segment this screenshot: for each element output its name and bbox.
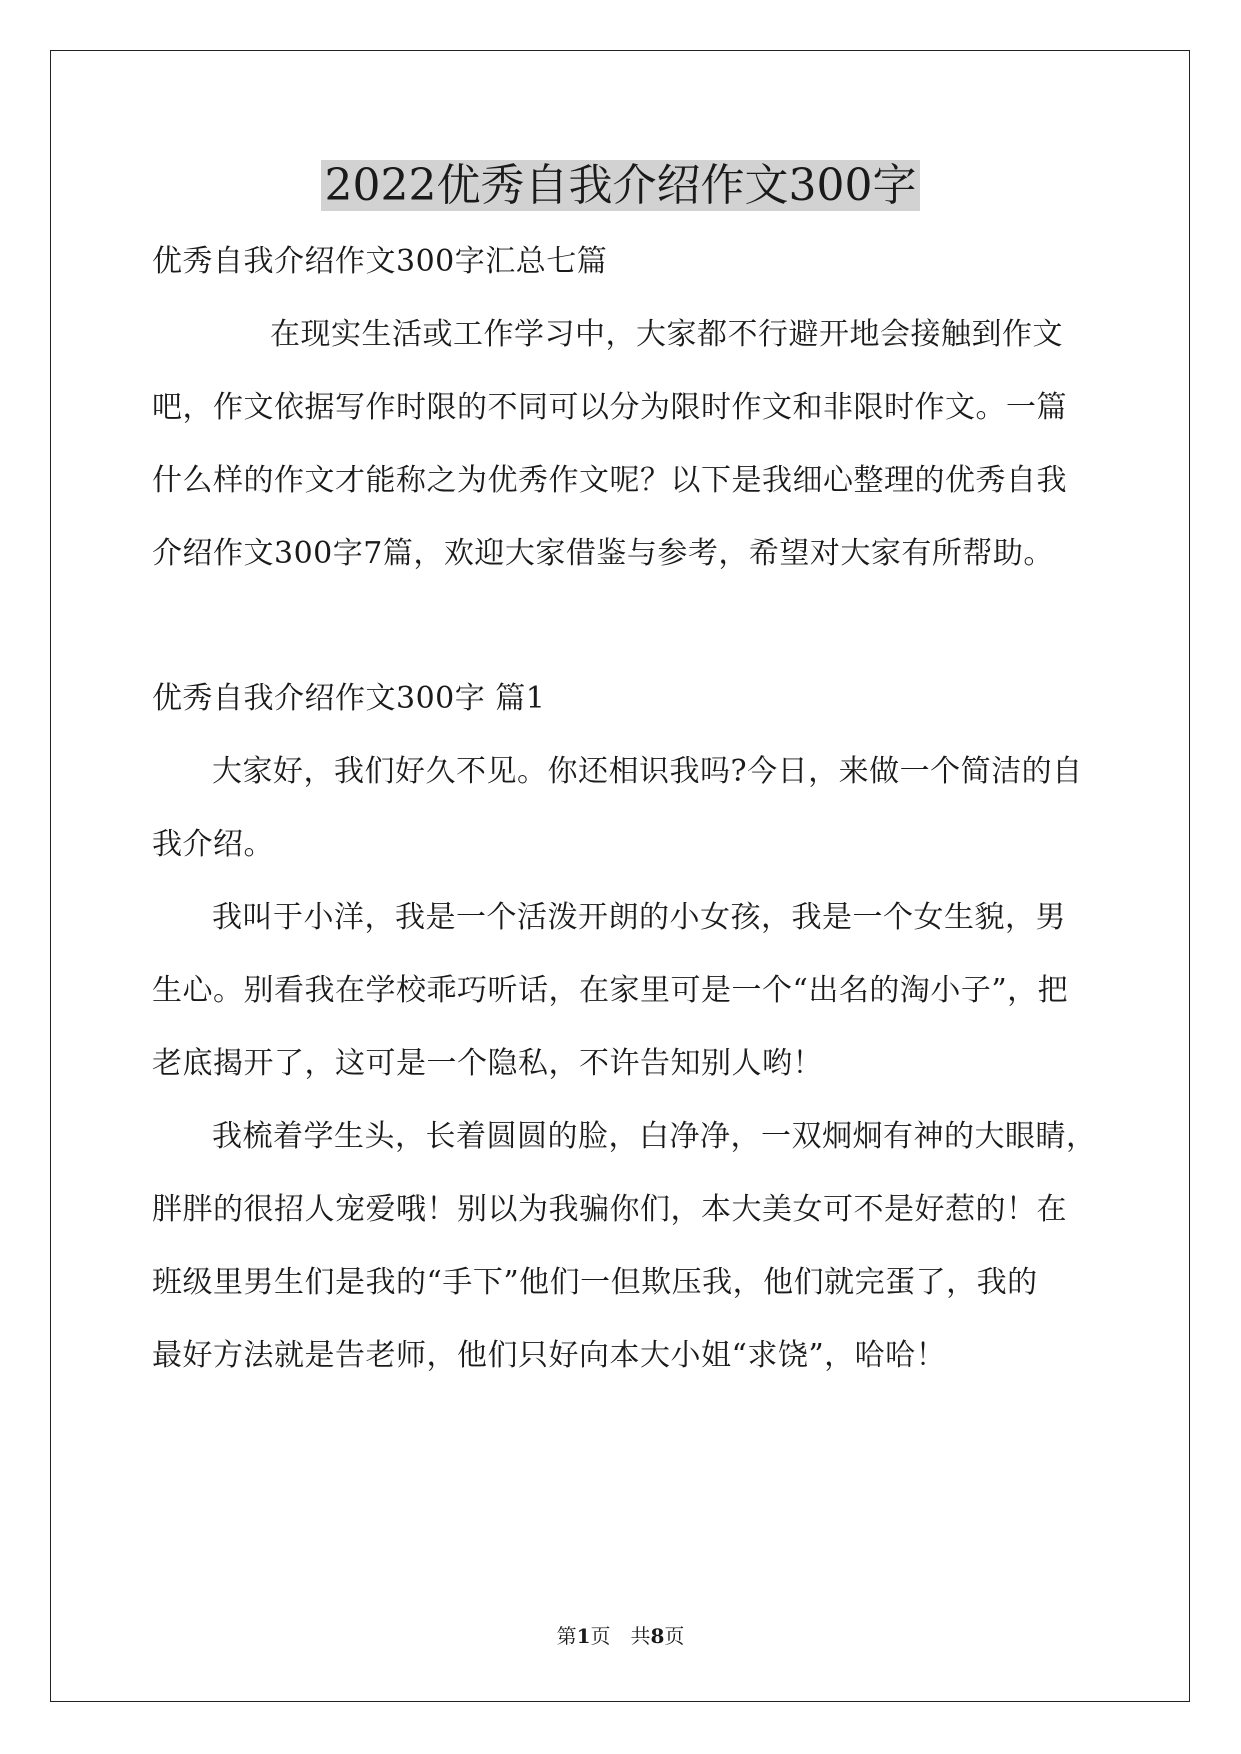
- page-prefix: 第: [556, 1624, 577, 1648]
- page-border: [50, 50, 1190, 1702]
- page-footer: [0, 1623, 1241, 1649]
- page-total: 8: [650, 1624, 665, 1648]
- body-line: 我介绍。: [152, 827, 274, 862]
- body-line: 我叫于小洋，我是一个活泼开朗的小女孩，我是一个女生貌，男: [212, 900, 1066, 935]
- intro-line: 吧，作文依据写作时限的不同可以分为限时作文和非限时作文。一篇: [152, 390, 1067, 425]
- page-suffix: 页: [664, 1624, 685, 1648]
- body-line: 大家好，我们好久不见。你还相识我吗?今日，来做一个简洁的自: [212, 754, 1083, 789]
- body-line: 生心。别看我在学校乖巧听话，在家里可是一个“出名的淘小子”，把: [152, 973, 1069, 1008]
- page-current: 1: [576, 1624, 591, 1648]
- body-line: 最好方法就是告老师，他们只好向本大小姐“求饶”，哈哈！: [152, 1338, 947, 1373]
- intro-line: 什么样的作文才能称之为优秀作文呢？以下是我细心整理的优秀自我: [152, 463, 1067, 498]
- document-title-text: 2022优秀自我介绍作文300字: [321, 160, 921, 211]
- document-subtitle: 优秀自我介绍作文300字汇总七篇: [152, 244, 608, 279]
- body-line: 我梳着学生头，长着圆圆的脸，白净净，一双炯炯有神的大眼睛，: [212, 1119, 1097, 1154]
- section-heading: 优秀自我介绍作文300字 篇1: [152, 681, 546, 716]
- document-title: [0, 158, 1241, 214]
- intro-line: 介绍作文300字7篇，欢迎大家借鉴与参考，希望对大家有所帮助。: [152, 536, 1054, 571]
- page-mid: 页 共: [590, 1624, 651, 1648]
- body-line: 胖胖的很招人宠爱哦！别以为我骗你们，本大美女可不是好惹的！在: [152, 1192, 1067, 1227]
- body-line: 老底揭开了，这可是一个隐私，不许告知别人哟！: [152, 1046, 823, 1081]
- intro-line: 在现实生活或工作学习中，大家都不行避开地会接触到作文: [270, 317, 1063, 352]
- body-line: 班级里男生们是我的“手下”他们一但欺压我，他们就完蛋了，我的: [152, 1265, 1038, 1300]
